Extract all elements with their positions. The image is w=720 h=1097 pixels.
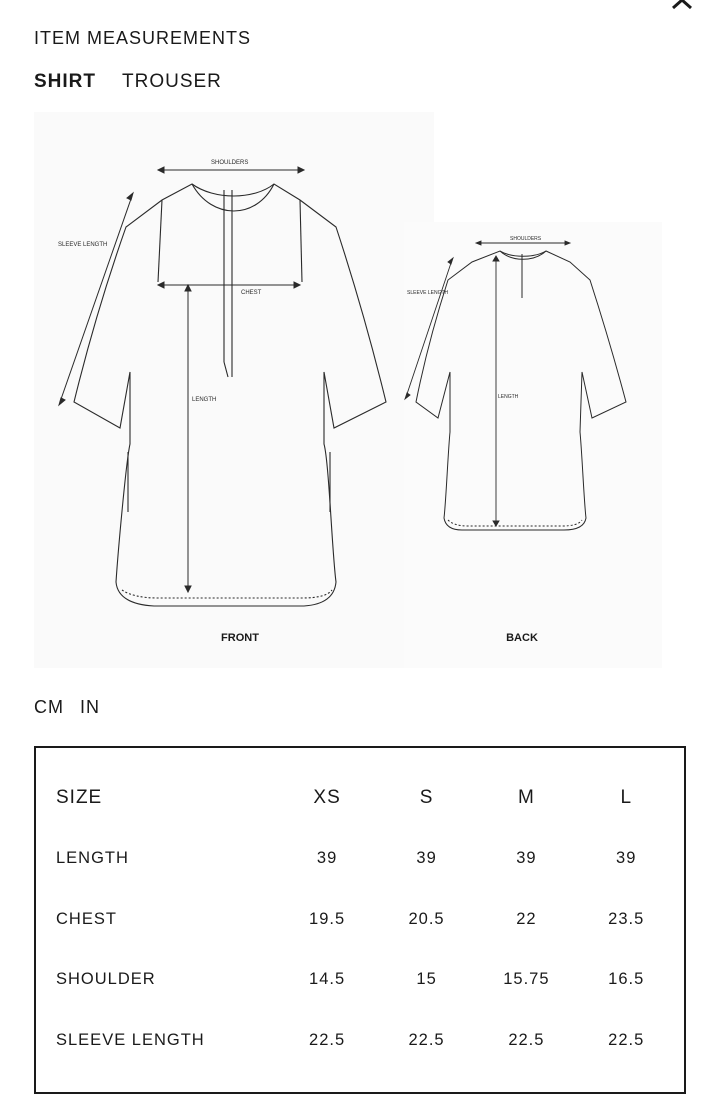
table-cell: 22.5 (309, 1030, 346, 1049)
table-cell: 23.5 (608, 909, 645, 928)
unit-cm-button[interactable]: CM (34, 697, 64, 717)
table-cell: 22.5 (408, 1030, 445, 1049)
garment-illustration (34, 112, 664, 672)
size-xs-header: XS (313, 787, 341, 809)
page-title: ITEM MEASUREMENTS (34, 28, 252, 48)
back-caption: BACK (506, 632, 538, 644)
back-length-label: LENGTH (498, 394, 519, 400)
tab-shirt[interactable]: SHIRT (34, 71, 96, 92)
table-cell: 14.5 (309, 970, 346, 989)
size-l-header: L (620, 787, 633, 809)
unit-toggle (34, 697, 100, 718)
table-cell: 16.5 (608, 970, 645, 989)
size-chart (34, 746, 686, 1094)
size-header: SIZE (56, 787, 103, 809)
front-chest-label: CHEST (241, 290, 262, 296)
table-row (56, 829, 676, 890)
table-cell: 15.75 (503, 970, 550, 989)
unit-in-button[interactable]: IN (80, 697, 100, 717)
table-cell: 39 (516, 849, 537, 868)
measurement-diagram (34, 112, 664, 672)
tab-trouser[interactable]: TROUSER (122, 71, 222, 92)
table-cell: 39 (316, 849, 338, 868)
row-label: CHEST (56, 909, 117, 928)
front-sleeve-label: SLEEVE LENGTH (58, 242, 108, 248)
table-cell: 22.5 (608, 1030, 645, 1049)
close-button[interactable] (666, 0, 698, 14)
size-s-header: S (419, 787, 434, 809)
front-shoulders-label: SHOULDERS (211, 160, 249, 166)
table-cell: 39 (416, 849, 437, 868)
size-table (56, 768, 676, 1071)
row-label: SHOULDER (56, 970, 156, 989)
table-cell: 15 (416, 970, 437, 989)
table-cell: 19.5 (309, 909, 346, 928)
row-label: SLEEVE LENGTH (56, 1030, 205, 1049)
front-caption: FRONT (221, 632, 259, 644)
table-row (56, 950, 676, 1011)
table-cell: 22.5 (508, 1030, 545, 1049)
table-row (56, 889, 676, 950)
table-row (56, 1010, 676, 1071)
garment-tabs (34, 71, 222, 93)
table-cell: 22 (516, 909, 537, 928)
table-header-row (56, 768, 676, 829)
back-shoulders-label: SHOULDERS (510, 236, 542, 242)
size-m-header: M (517, 787, 535, 809)
back-sleeve-label: SLEEVE LENGTH (407, 290, 449, 296)
table-cell: 20.5 (408, 909, 445, 928)
close-icon (666, 0, 698, 14)
table-cell: 39 (616, 849, 637, 868)
row-label: LENGTH (56, 849, 129, 868)
front-length-label: LENGTH (192, 397, 217, 403)
